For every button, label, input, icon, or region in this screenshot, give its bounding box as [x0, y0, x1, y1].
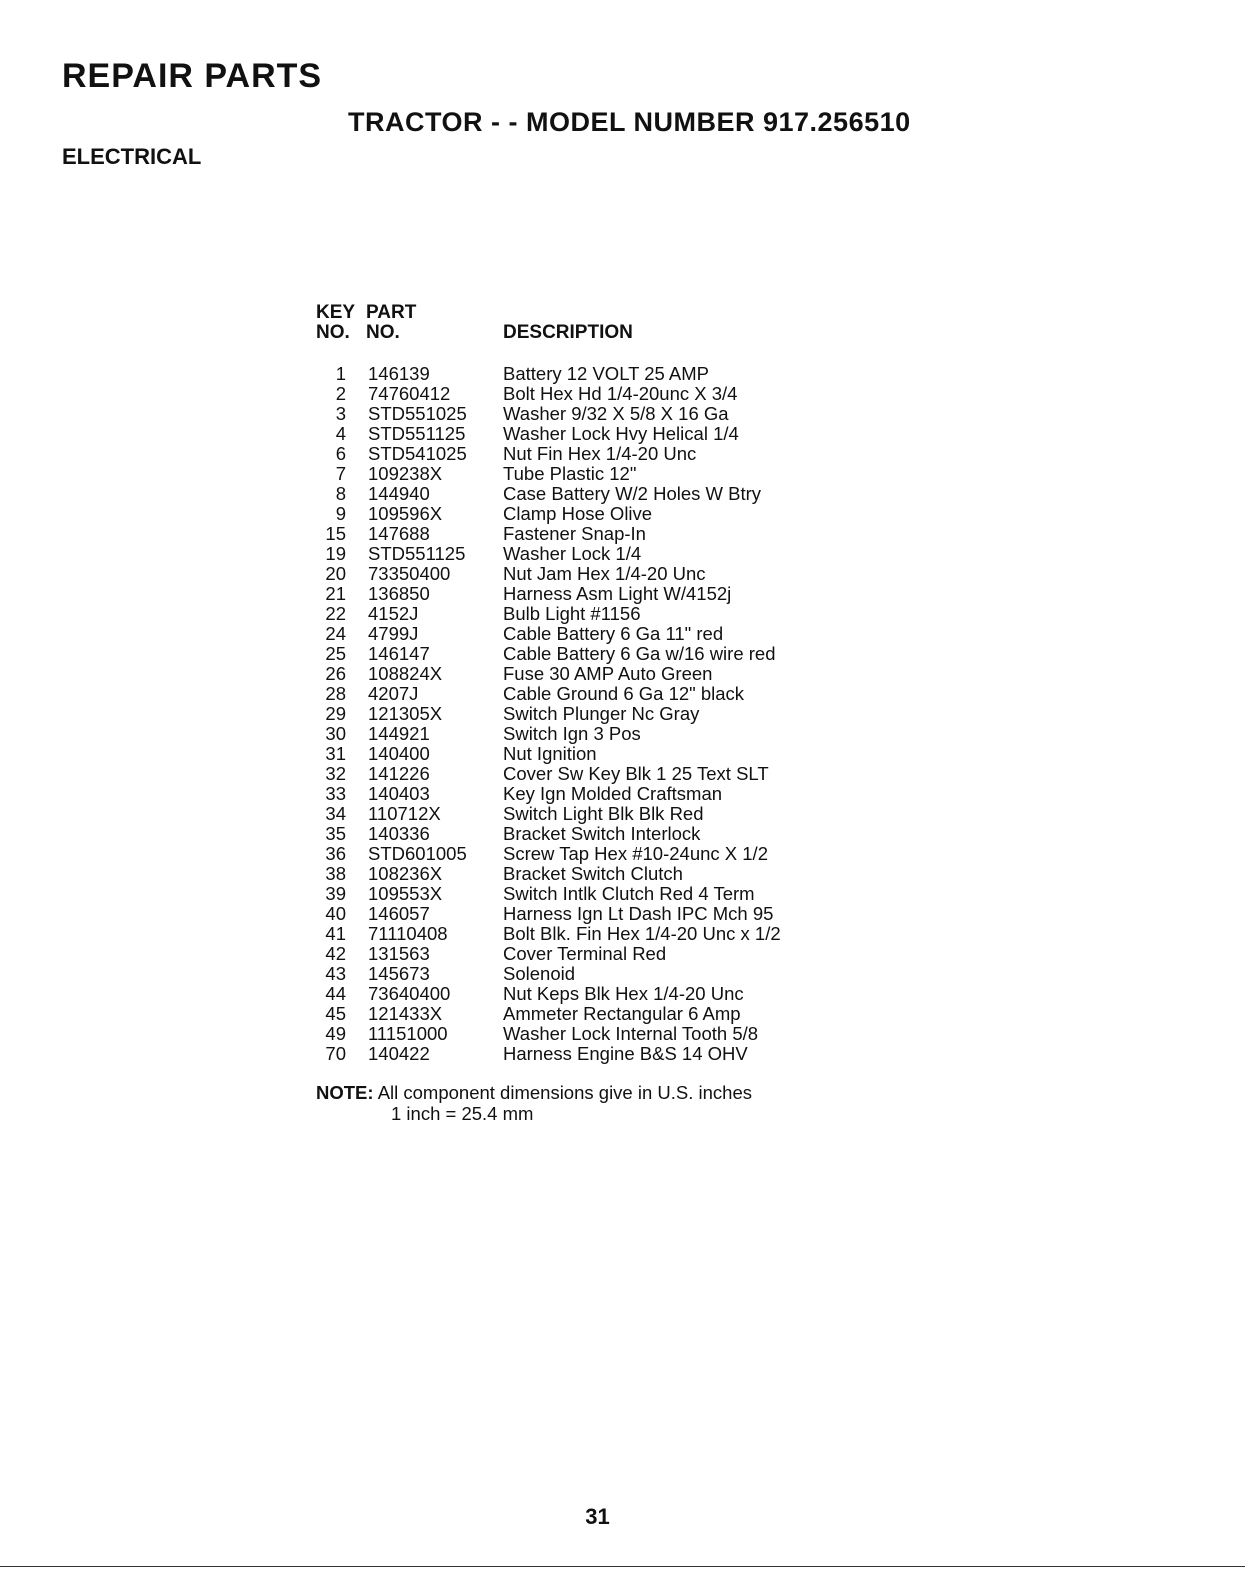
description-cell: Nut Jam Hex 1/4-20 Unc [503, 563, 706, 584]
key-no-cell: 26 [325, 663, 346, 684]
table-row [0, 544, 1245, 564]
part-no-cell: 108236X [368, 863, 443, 884]
part-no-cell: 146057 [368, 903, 430, 924]
note-line1: All component dimensions give in U.S. inches [377, 1082, 752, 1103]
description-cell: Bolt Blk. Fin Hex 1/4-20 Unc x 1/2 [503, 923, 781, 944]
part-no-cell: 109238X [368, 463, 443, 484]
table-row [0, 844, 1245, 864]
table-row [0, 644, 1245, 664]
key-no-cell: 41 [325, 923, 346, 944]
description-cell: Bracket Switch Clutch [503, 863, 683, 884]
key-no-cell: 45 [325, 1003, 346, 1024]
section-title: ELECTRICAL [62, 144, 202, 169]
page-number: 31 [585, 1504, 610, 1529]
key-no-cell: 25 [325, 643, 346, 664]
description-cell: Cover Sw Key Blk 1 25 Text SLT [503, 763, 769, 784]
description-cell: Cable Battery 6 Ga w/16 wire red [503, 643, 776, 664]
description-cell: Harness Engine B&S 14 OHV [503, 1043, 748, 1064]
part-no-cell: 73350400 [368, 563, 451, 584]
key-no-cell: 43 [325, 963, 346, 984]
part-no-cell: 109553X [368, 883, 443, 904]
part-no-cell: 140422 [368, 1043, 430, 1064]
key-no-cell: 33 [325, 783, 346, 804]
description-cell: Washer 9/32 X 5/8 X 16 Ga [503, 403, 729, 424]
table-row [0, 824, 1245, 844]
description-cell: Switch Intlk Clutch Red 4 Term [503, 883, 755, 904]
part-no-cell: 141226 [368, 763, 430, 784]
table-row [0, 884, 1245, 904]
note [316, 1083, 752, 1103]
key-no-cell: 44 [325, 983, 346, 1004]
part-no-cell: STD601005 [368, 843, 467, 864]
table-row [0, 804, 1245, 824]
table-row [0, 504, 1245, 524]
part-no-cell: 4207J [368, 683, 419, 704]
bottom-rule [0, 1566, 1245, 1567]
description-cell: Tube Plastic 12" [503, 463, 637, 484]
table-row [0, 624, 1245, 644]
part-no-cell: 121305X [368, 703, 443, 724]
description-cell: Switch Plunger Nc Gray [503, 703, 700, 724]
part-no-cell: 140336 [368, 823, 430, 844]
key-no-cell: 1 [335, 363, 346, 384]
key-no-cell: 20 [325, 563, 346, 584]
description-cell: Cable Ground 6 Ga 12" black [503, 683, 745, 704]
part-no-cell: STD551125 [368, 423, 466, 444]
description-cell: Solenoid [503, 963, 576, 984]
description-cell: Case Battery W/2 Holes W Btry [503, 483, 762, 504]
description-cell: Harness Asm Light W/4152j [503, 583, 732, 604]
part-no-cell: 145673 [368, 963, 430, 984]
key-no-cell: 31 [325, 743, 346, 764]
table-row [0, 384, 1245, 404]
table-row [0, 564, 1245, 584]
key-no-cell: 15 [325, 523, 346, 544]
part-no-cell: 144921 [368, 723, 430, 744]
note-line2: 1 inch = 25.4 mm [391, 1103, 534, 1124]
table-row [0, 1044, 1245, 1064]
key-no-cell: 70 [325, 1043, 346, 1064]
key-no-cell: 32 [325, 763, 346, 784]
key-no-cell: 29 [325, 703, 346, 724]
table-row [0, 664, 1245, 684]
table-row [0, 784, 1245, 804]
part-no-cell: 146139 [368, 363, 430, 384]
key-no-cell: 30 [325, 723, 346, 744]
table-row [0, 744, 1245, 764]
key-no-cell: 36 [325, 843, 346, 864]
part-no-cell: 140403 [368, 783, 430, 804]
description-cell: Washer Lock Internal Tooth 5/8 [503, 1023, 759, 1044]
key-no-cell: 9 [335, 503, 346, 524]
key-no-cell: 3 [335, 403, 346, 424]
table-row [0, 364, 1245, 384]
description-cell: Nut Fin Hex 1/4-20 Unc [503, 443, 697, 464]
description-cell: Nut Ignition [503, 743, 597, 764]
table-row [0, 1024, 1245, 1044]
part-no-cell: 74760412 [368, 383, 451, 404]
table-row [0, 524, 1245, 544]
header-key-line1: KEY [316, 302, 356, 323]
description-cell: Battery 12 VOLT 25 AMP [503, 363, 710, 384]
table-row [0, 444, 1245, 464]
part-no-cell: STD541025 [368, 443, 467, 464]
key-no-cell: 22 [325, 603, 346, 624]
part-no-cell: 73640400 [368, 983, 451, 1004]
key-no-cell: 35 [325, 823, 346, 844]
key-no-cell: 6 [335, 443, 346, 464]
key-no-cell: 34 [325, 803, 346, 824]
key-no-cell: 49 [325, 1023, 346, 1044]
part-no-cell: 11151000 [368, 1023, 448, 1044]
part-no-cell: 4799J [368, 623, 419, 644]
part-no-cell: 121433X [368, 1003, 443, 1024]
part-no-cell: STD551025 [368, 403, 467, 424]
key-no-cell: 42 [325, 943, 346, 964]
model-number-title: TRACTOR - - MODEL NUMBER 917.256510 [348, 107, 911, 137]
part-no-cell: 136850 [368, 583, 430, 604]
part-no-cell: 108824X [368, 663, 443, 684]
table-row [0, 684, 1245, 704]
description-cell: Key Ign Molded Craftsman [503, 783, 723, 804]
table-row [0, 984, 1245, 1004]
description-cell: Screw Tap Hex #10-24unc X 1/2 [503, 843, 768, 864]
table-row [0, 484, 1245, 504]
description-cell: Fuse 30 AMP Auto Green [503, 663, 713, 684]
part-no-cell: 110712X [368, 803, 441, 824]
description-cell: Bulb Light #1156 [503, 603, 641, 624]
table-row [0, 924, 1245, 944]
part-no-cell: STD551125 [368, 543, 466, 564]
table-row [0, 764, 1245, 784]
description-cell: Fastener Snap-In [503, 523, 646, 544]
header-description: DESCRIPTION [503, 322, 633, 343]
table-row [0, 424, 1245, 444]
description-cell: Bracket Switch Interlock [503, 823, 701, 844]
key-no-cell: 24 [325, 623, 346, 644]
description-cell: Nut Keps Blk Hex 1/4-20 Unc [503, 983, 744, 1004]
description-cell: Bolt Hex Hd 1/4-20unc X 3/4 [503, 383, 738, 404]
key-no-cell: 28 [325, 683, 346, 704]
note-label: NOTE: [316, 1082, 374, 1103]
description-cell: Ammeter Rectangular 6 Amp [503, 1003, 741, 1024]
parts-table [0, 364, 1245, 1064]
part-no-cell: 144940 [368, 483, 430, 504]
table-row [0, 404, 1245, 424]
key-no-cell: 39 [325, 883, 346, 904]
key-no-cell: 2 [335, 383, 346, 404]
description-cell: Switch Ign 3 Pos [503, 723, 641, 744]
key-no-cell: 8 [335, 483, 346, 504]
table-row [0, 944, 1245, 964]
key-no-cell: 19 [325, 543, 346, 564]
header-key-line2: NO. [316, 322, 350, 343]
part-no-cell: 109596X [368, 503, 443, 524]
description-cell: Harness Ign Lt Dash IPC Mch 95 [503, 903, 774, 924]
table-row [0, 1004, 1245, 1024]
part-no-cell: 131563 [368, 943, 430, 964]
key-no-cell: 4 [335, 423, 346, 444]
table-row [0, 724, 1245, 744]
part-no-cell: 146147 [368, 643, 430, 664]
key-no-cell: 21 [325, 583, 346, 604]
key-no-cell: 7 [335, 463, 346, 484]
key-no-cell: 40 [325, 903, 346, 924]
table-row [0, 464, 1245, 484]
header-part-line1: PART [366, 302, 417, 323]
description-cell: Cover Terminal Red [503, 943, 667, 964]
part-no-cell: 147688 [368, 523, 430, 544]
table-row [0, 964, 1245, 984]
table-row [0, 704, 1245, 724]
key-no-cell: 38 [325, 863, 346, 884]
part-no-cell: 140400 [368, 743, 430, 764]
description-cell: Washer Lock 1/4 [503, 543, 642, 564]
part-no-cell: 4152J [368, 603, 419, 624]
description-cell: Washer Lock Hvy Helical 1/4 [503, 423, 739, 444]
table-row [0, 864, 1245, 884]
table-row [0, 904, 1245, 924]
description-cell: Switch Light Blk Blk Red [503, 803, 704, 824]
description-cell: Cable Battery 6 Ga 11" red [503, 623, 724, 644]
page-title: REPAIR PARTS [62, 57, 323, 95]
part-no-cell: 71110408 [368, 923, 448, 944]
header-part-line2: NO. [366, 322, 400, 343]
table-row [0, 584, 1245, 604]
description-cell: Clamp Hose Olive [503, 503, 653, 524]
table-row [0, 604, 1245, 624]
